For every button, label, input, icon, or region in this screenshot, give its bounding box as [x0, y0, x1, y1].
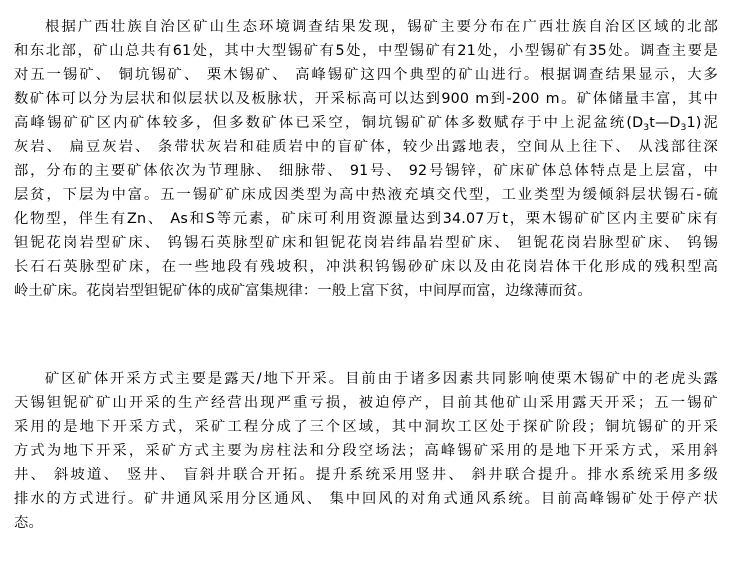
- text-line: 钽铌花岗岩型矿床、 钨锡石英脉型矿床和钽铌花岗岩纬晶岩型矿床、 钽铌花岗岩脉型矿床、 钨锡: [14, 235, 718, 251]
- text-line: 数矿体可以分为层状和似层状以及板脉状，开采标高可以达到900 m到-200 m。矿体储量丰富，其中: [14, 91, 718, 107]
- text-line: 化物型，伴生有Zn、 As和S等元素，矿床可利用资源量达到34.07万t，栗木锡矿矿区内主要矿床有: [14, 211, 718, 227]
- subscript: 3: [680, 123, 687, 133]
- text-line: 排水的方式进行。矿井通风采用分区通风、 集中回风的对角式通风系统。目前高峰锡矿处于停产状: [14, 491, 718, 507]
- text-line: 根据广西壮族自治区矿山生态环境调查结果发现，锡矿主要分布在广西壮族自治区区域的北部: [45, 19, 718, 35]
- subscript: 3: [643, 123, 650, 133]
- text-line-with-formula: [14, 111, 718, 135]
- text-line: 和东北部，矿山总共有61处，其中大型锡矿有5处，中型锡矿有21处，小型锡矿有35处。调查主要是: [14, 43, 718, 59]
- paragraph-tin-mine-distribution: [14, 15, 718, 303]
- text-line: 部，分布的主要矿体依次为节理脉、 细脉带、 91号、 92号锡锌，矿床矿体总体特点是上层富，中: [14, 163, 718, 179]
- text-line: 岭土矿床。花岗岩型钽铌矿体的成矿富集规律：一般上富下贫，中间厚而富，边缘薄而贫。: [14, 283, 592, 299]
- text-line: 层贫，下层为中富。五一锡矿矿床成因类型为高中热液充填交代型，工业类型为缓倾斜层状锡石-硫: [14, 187, 718, 203]
- text-line: 长石石英脉型矿床，在一些地段有残坡积，冲洪积钨锡砂矿床以及由花岗岩体干化形成的残积型高: [14, 259, 718, 275]
- text-line: 矿区矿体开采方式主要是露天/地下开采。目前由于诸多因素共同影响使栗木锡矿中的老虎头露: [45, 371, 718, 387]
- text-line: 采用的是地下开采方式，采矿工程分成了三个区域，其中洞坎工区处于探矿阶段；铜坑锡矿的开采: [14, 419, 718, 435]
- text-line: 天锡钽铌矿矿山开采的生产经营出现严重亏损，被迫停产，目前其他矿山采用露天开采；五一锡矿: [14, 395, 718, 411]
- text-segment: 1)泥: [686, 115, 718, 131]
- text-segment: 高峰锡矿矿区内矿体较多，但多数矿体已采空，铜坑锡矿矿体多数赋存于中上泥盆统(D: [14, 115, 644, 131]
- text-line: 灰岩、 扁豆灰岩、 条带状灰岩和硅质岩中的盲矿体，较少出露地表，空间从上往下、 从浅部往深: [14, 139, 718, 155]
- text-segment: t—D: [649, 115, 681, 131]
- text-line: 井、 斜坡道、 竖井、 盲斜井联合开拓。提升系统采用竖井、 斜井联合提升。排水系统采用多级: [14, 467, 718, 483]
- text-line: 态。: [14, 515, 43, 531]
- text-line: 对五一锡矿、 铜坑锡矿、 栗木锡矿、 高峰锡矿这四个典型的矿山进行。根据调查结果显示，大多: [14, 67, 718, 83]
- paragraph-mining-methods: [14, 367, 718, 535]
- text-line: 方式为地下开采，采矿方式主要为房柱法和分段空场法；高峰锡矿采用的是地下开采方式，采用斜: [14, 443, 718, 459]
